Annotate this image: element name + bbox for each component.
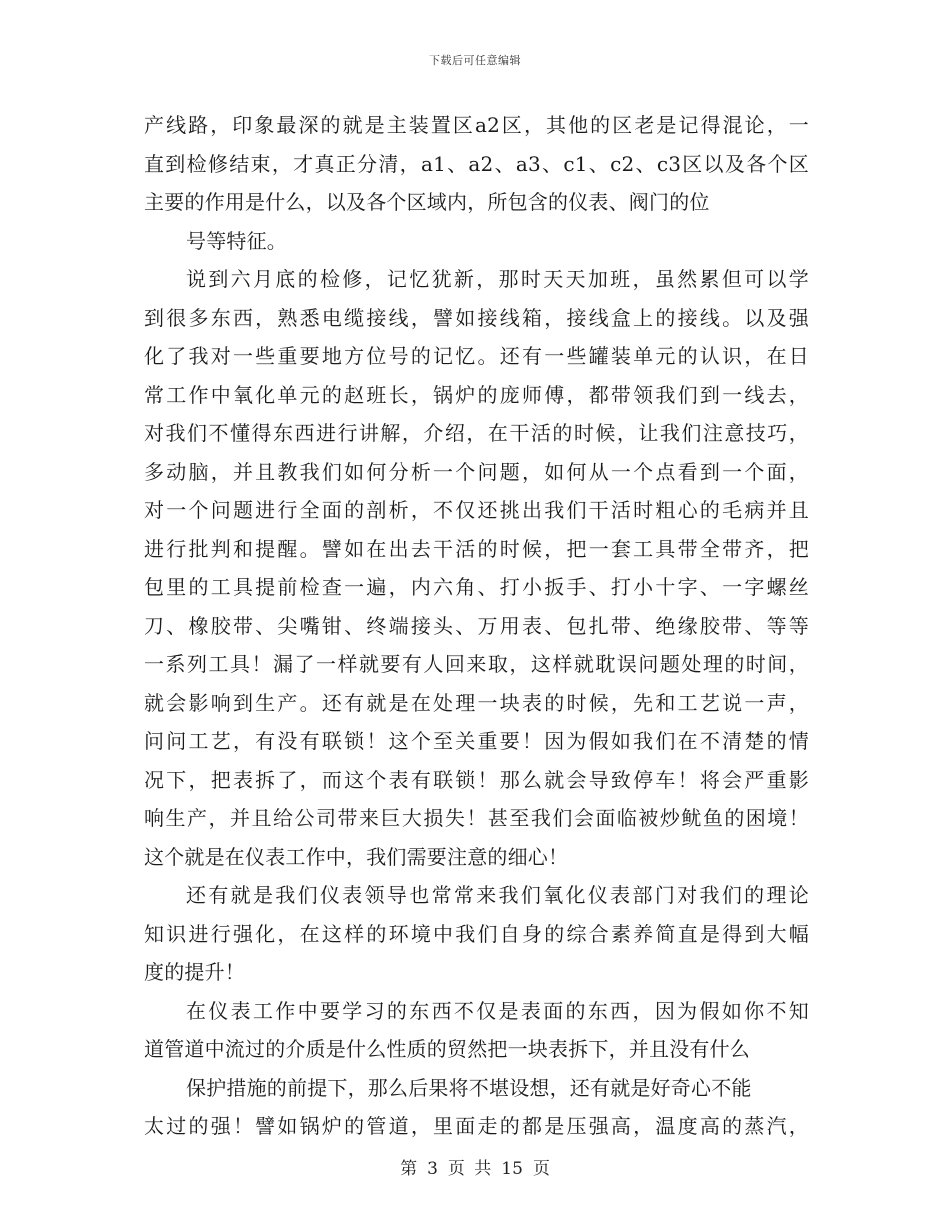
text-line: 这个就是在仪表工作中，我们需要注意的细心！ [144, 844, 569, 869]
page-header: 下载后可任意编辑 [429, 54, 521, 67]
text-line: 知识进行强化，在这样的环境中我们自身的综合素养简直是得到大幅 [144, 921, 809, 946]
text-line: 到很多东西，熟悉电缆接线，譬如接线箱，接线盒上的接线。以及强 [144, 305, 809, 330]
text-line: 包里的工具提前检查一遍，内六角、打小扳手、打小十字、一字螺丝 [144, 575, 809, 599]
text-line: 一系列工具！漏了一样就要有人回来取，这样就耽误问题处理的时间， [144, 652, 809, 676]
text-line: 多动脑，并且教我们如何分析一个问题，如何从一个点看到一个面， [144, 459, 809, 484]
text-line: 况下，把表拆了，而这个表有联锁！那么就会导致停车！将会严重影 [144, 767, 809, 792]
text-line: 保护措施的前提下，那么后果将不堪设想，还有就是好奇心不能 [186, 1075, 752, 1100]
text-line: 度的提升！ [144, 960, 245, 984]
text-line: 号等特征。 [186, 228, 287, 253]
text-line: 进行批判和提醒。譬如在出去干活的时候，把一套工具带全带齐，把 [144, 536, 809, 561]
footer-prefix: 第 [400, 1159, 418, 1179]
text-line: 刀、橡胶带、尖嘴钳、终端接头、万用表、包扎带、绝缘胶带、等等 [144, 613, 809, 638]
paragraph-start-line: 在仪表工作中要学习的东西不仅是表面的东西，因为假如你不知 [186, 998, 809, 1023]
total-pages: 15 [501, 1159, 523, 1179]
paragraph-start-line: 说到六月底的检修，记忆犹新，那时天天加班，虽然累但可以学 [186, 267, 809, 291]
paragraph-start-line: 还有就是我们仪表领导也常常来我们氧化仪表部门对我们的理论 [186, 883, 809, 907]
text-line: 太过的强！譬如锅炉的管道，里面走的都是压强高，温度高的蒸汽， [144, 1114, 809, 1138]
page-number: 3 [427, 1159, 438, 1179]
text-line: 响生产，并且给公司带来巨大损失！甚至我们会面临被炒鱿鱼的困境！ [144, 806, 809, 830]
text-line: 直到检修结束，才真正分清，a1、a2、a3、c1、c2、c3区以及各个区 [144, 151, 809, 176]
text-line: 产线路，印象最深的就是主装置区a2区，其他的区老是记得混论，一 [144, 113, 809, 137]
footer-suffix: 页 [532, 1159, 550, 1179]
text-line: 主要的作用是什么，以及各个区域内，所包含的仪表、阀门的位 [144, 190, 710, 214]
text-line: 化了我对一些重要地方位号的记忆。还有一些罐装单元的认识，在日 [144, 344, 809, 368]
text-line: 问问工艺，有没有联锁！这个至关重要！因为假如我们在不清楚的情 [144, 729, 809, 753]
text-line: 就会影响到生产。还有就是在处理一块表的时候，先和工艺说一声， [144, 690, 809, 715]
footer-middle: 页 共 [447, 1159, 492, 1179]
text-line: 对我们不懂得东西进行讲解，介绍，在干活的时候，让我们注意技巧， [144, 421, 809, 445]
document-body [144, 106, 809, 1146]
text-line: 道管道中流过的介质是什么性质的贸然把一块表拆下，并且没有什么 [144, 1037, 750, 1061]
text-line: 对一个问题进行全面的剖析，不仅还挑出我们干活时粗心的毛病并且 [144, 498, 809, 522]
text-line: 常工作中氧化单元的赵班长，锅炉的庞师傅，都带领我们到一线去， [144, 382, 809, 407]
page-footer [0, 1154, 950, 1179]
